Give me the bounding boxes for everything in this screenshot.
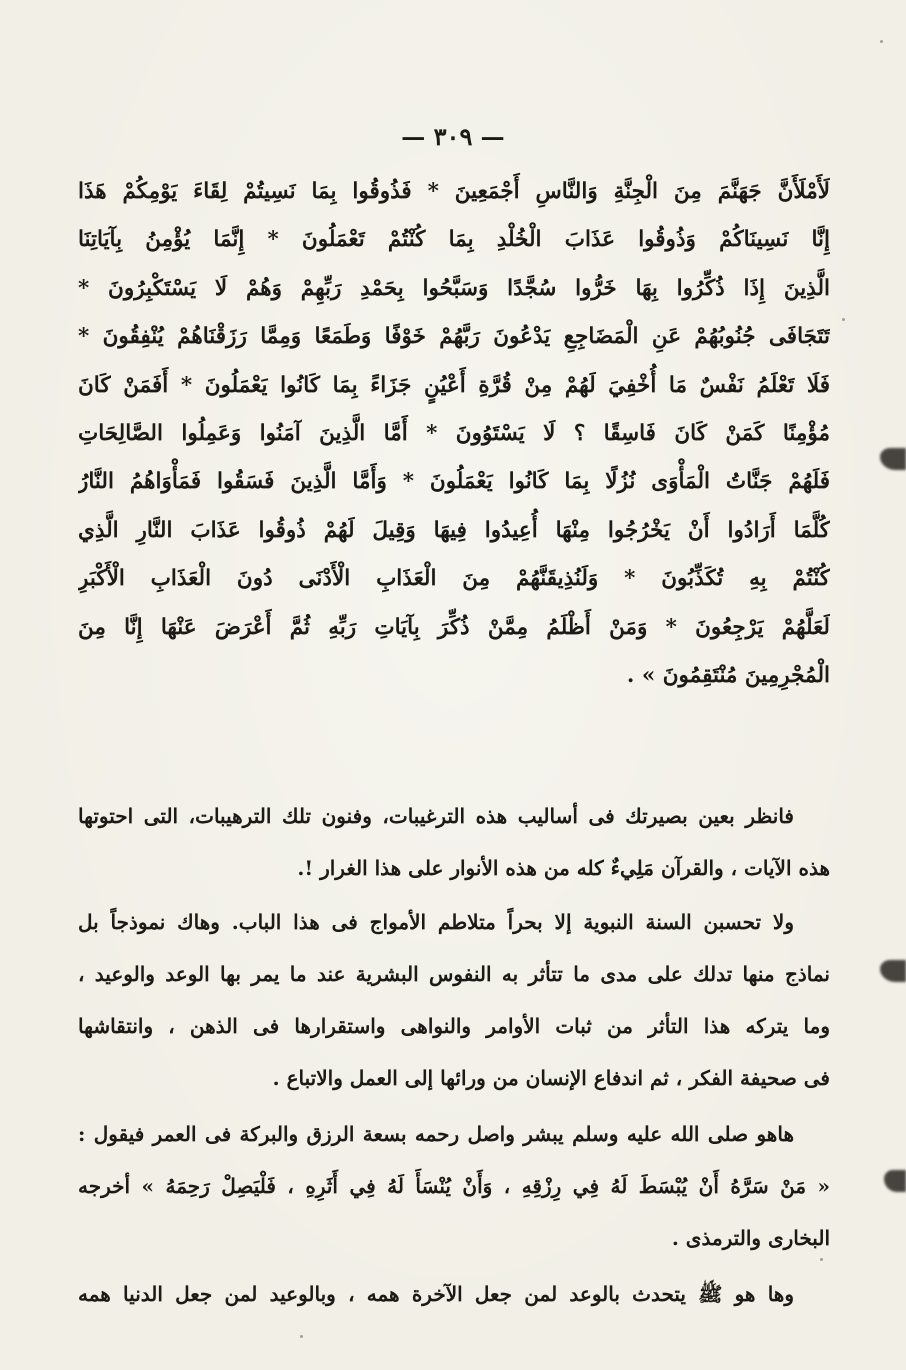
- paragraph-line: البخارى والترمذى .: [671, 1226, 830, 1250]
- quran-line: مُؤْمِنًا كَمَنْ كَانَ فَاسِقًا ؟ لَا يَسْتَوُونَ * أَمَّا الَّذِينَ آمَنُوا وَعَمِلُوا الصَّالِحَاتِ: [78, 421, 830, 447]
- paragraph-sunnah: [78, 896, 830, 1104]
- paragraph-line: فانظر بعين بصيرتك فى أساليب هذه الترغيبات، وفنون تلك الترهيبات، التى احتوتها: [78, 804, 794, 828]
- quran-verses-block: [78, 168, 830, 700]
- quran-line: تَتَجَافَى جُنُوبُهُمْ عَنِ الْمَضَاجِعِ يَدْعُونَ رَبَّهُمْ خَوْفًا وَطَمَعًا وَمِمَّا رَزَقْنَاهُمْ يُنْفِقُونَ *: [78, 324, 830, 350]
- paragraph-line: نماذج منها تدلك على مدى ما تتأثر به النفوس البشرية عند ما يمر بها الوعد والوعيد ،: [78, 962, 830, 986]
- paragraph-promise: [78, 1268, 830, 1320]
- paragraph-line: وما يتركه هذا التأثر من ثبات الأوامر والنواهى واستقرارها فى الذهن ، وانتقاشها: [78, 1014, 830, 1038]
- paragraph-reflection: [78, 790, 830, 894]
- quran-line: فَلَهُمْ جَنَّاتُ الْمَأْوَى نُزُلًا بِمَا كَانُوا يَعْمَلُونَ * وَأَمَّا الَّذِينَ فَسَقُوا فَمَأْوَاهُمُ النَّارُ: [78, 469, 830, 495]
- paragraph-hadith: [78, 1108, 830, 1264]
- paper-speck: [300, 1335, 303, 1338]
- quran-line: كُلَّمَا أَرَادُوا أَنْ يَخْرُجُوا مِنْهَا أُعِيدُوا فِيهَا وَقِيلَ لَهُمْ ذُوقُوا عَذَابَ النَّارِ الَّذِي: [78, 517, 830, 543]
- quran-line: لَأَمْلَأَنَّ جَهَنَّمَ مِنَ الْجِنَّةِ وَالنَّاسِ أَجْمَعِينَ * فَذُوقُوا بِمَا نَسِيتُمْ لِقَاءَ يَوْمِكُمْ هَذَا: [78, 179, 830, 204]
- paragraph-line: فى صحيفة الفكر ، ثم اندفاع الإنسان من ورائها إلى العمل والاتباع .: [272, 1066, 830, 1090]
- quran-line: الَّذِينَ إِذَا ذُكِّرُوا بِهَا خَرُّوا سُجَّدًا وَسَبَّحُوا بِحَمْدِ رَبِّهِمْ وَهُمْ لَا يَسْتَكْبِرُونَ *: [78, 275, 830, 301]
- paragraph-line: وها هو ﷺ يتحدث بالوعد لمن جعل الآخرة همه ، وبالوعيد لمن جعل الدنيا همه: [78, 1282, 794, 1306]
- paragraph-line: هذه الآيات ، والقرآن مَلِيءٌ كله من هذه الأنوار على هذا الغرار !.: [297, 856, 830, 880]
- paragraph-line: هاهو صلى الله عليه وسلم يبشر واصل رحمه بسعة الرزق والبركة فى العمر فيقول :: [78, 1122, 794, 1146]
- page-number: — ٣٠٩ —: [401, 122, 505, 151]
- paragraph-line: « مَنْ سَرَّهُ أَنْ يُبْسَطَ لَهُ فِي رِزْقِهِ ، وَأَنْ يُنْسَأَ لَهُ فِي أَثَرِهِ ، فَلْيَصِلْ رَحِمَهُ » أخرجه: [78, 1174, 830, 1198]
- quran-line: فَلَا تَعْلَمُ نَفْسٌ مَا أُخْفِيَ لَهُمْ مِنْ قُرَّةِ أَعْيُنٍ جَزَاءً بِمَا كَانُوا يَعْمَلُونَ * أَفَمَنْ كَانَ: [78, 372, 830, 398]
- quran-line: لَعَلَّهُمْ يَرْجِعُونَ * وَمَنْ أَظْلَمُ مِمَّنْ ذُكِّرَ بِآيَاتِ رَبِّهِ ثُمَّ أَعْرَضَ عَنْهَا إِنَّا مِنَ: [78, 614, 830, 640]
- margin-ink-mark: [880, 960, 906, 982]
- paper-speck: [880, 40, 883, 43]
- paper-speck: [820, 1258, 823, 1261]
- paper-speck: [842, 318, 845, 321]
- margin-ink-mark: [880, 448, 906, 470]
- paragraph-line: ولا تحسبن السنة النبوية إلا بحراً متلاطم الأمواج فى هذا الباب. وهاك نموذجاً بل: [78, 910, 794, 934]
- margin-ink-mark: [884, 1170, 906, 1192]
- quran-line: إِنَّا نَسِينَاكُمْ وَذُوقُوا عَذَابَ الْخُلْدِ بِمَا كُنْتُمْ تَعْمَلُونَ * إِنَّمَا يُؤْمِنُ بِآيَاتِنَا: [78, 227, 830, 253]
- quran-line: الْمُجْرِمِينَ مُنْتَقِمُونَ » .: [626, 663, 830, 689]
- quran-line: كُنْتُمْ بِهِ تُكَذِّبُونَ * وَلَنُذِيقَنَّهُمْ مِنَ الْعَذَابِ الْأَدْنَى دُونَ الْعَذَابِ الْأَكْبَرِ: [78, 566, 830, 592]
